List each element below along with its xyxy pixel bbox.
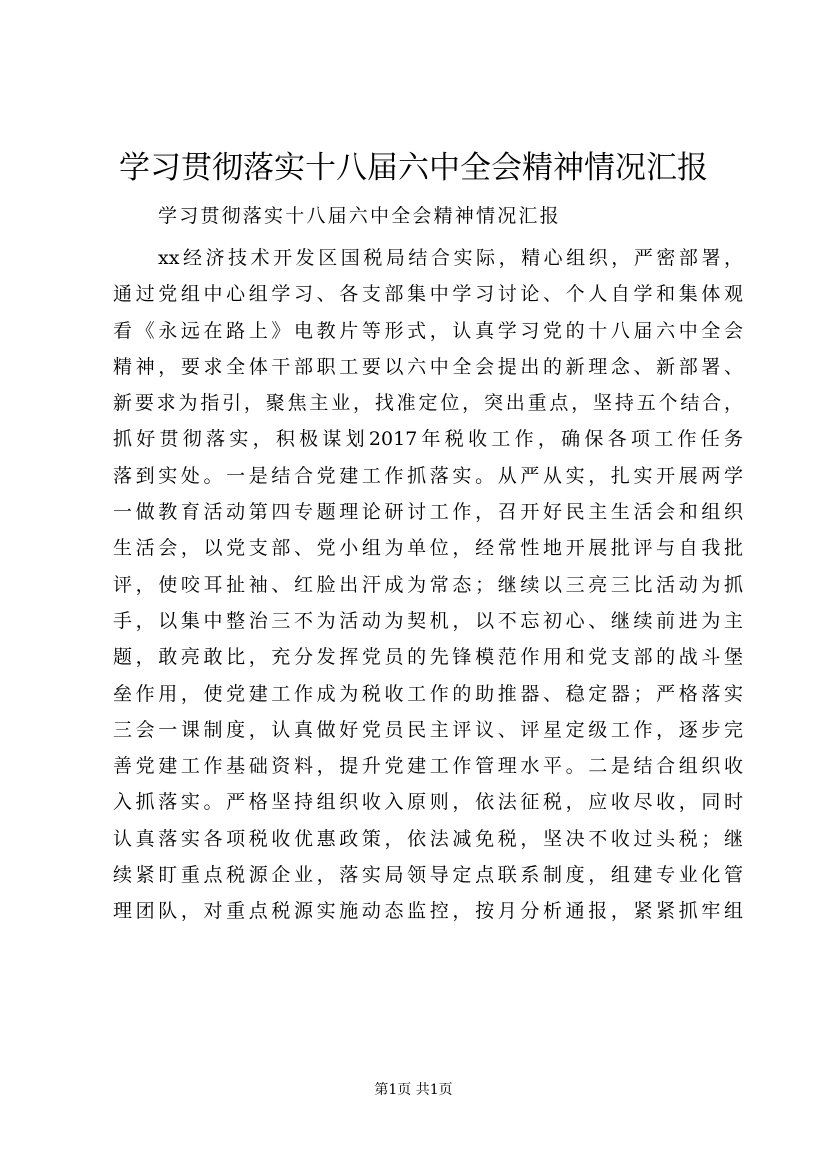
body-line: 生活会，以党支部、党小组为单位，经常性地开展批评与自我批 (113, 537, 743, 560)
page-title: 学习贯彻落实十八届六中全会精神情况汇报 (119, 150, 708, 186)
body-line: 一做教育活动第四专题理论研讨工作，召开好民主生活会和组织 (113, 501, 743, 524)
body-text (113, 240, 743, 930)
body-line: 精神，要求全体干部职工要以六中全会提出的新理念、新部署、 (113, 355, 743, 378)
body-line: 题，敢亮敢比，充分发挥党员的先锋模范作用和党支部的战斗堡 (113, 646, 743, 669)
body-line: 理团队，对重点税源实施动态监控，按月分析通报，紧紧抓牢组 (113, 900, 743, 923)
body-line: 抓好贯彻落实，积极谋划2017年税收工作，确保各项工作任务 (113, 428, 743, 451)
body-line: 三会一课制度，认真做好党员民主评议、评星定级工作，逐步完 (113, 718, 743, 741)
body-line: 续紧盯重点税源企业，落实局领导定点联系制度，组建专业化管 (113, 864, 743, 887)
document-subtitle: 学习贯彻落实十八届六中全会精神情况汇报 (158, 205, 561, 227)
body-line: 手，以集中整治三不为活动为契机，以不忘初心、继续前进为主 (113, 609, 743, 632)
body-line: 垒作用，使党建工作成为税收工作的助推器、稳定器；严格落实 (113, 682, 743, 705)
body-line: 落到实处。一是结合党建工作抓落实。从严从实，扎实开展两学 (113, 464, 743, 487)
body-line: 通过党组中心组学习、各支部集中学习讨论、个人自学和集体观 (113, 283, 743, 306)
body-line: 入抓落实。严格坚持组织收入原则，依法征税，应收尽收，同时 (113, 791, 743, 814)
page-number-footer: 第1页 共1页 (374, 1082, 453, 1098)
body-line: 善党建工作基础资料，提升党建工作管理水平。二是结合组织收 (113, 755, 743, 778)
body-line: 评，使咬耳扯袖、红脸出汗成为常态；继续以三亮三比活动为抓 (113, 573, 743, 596)
body-line: 认真落实各项税收优惠政策，依法减免税，坚决不收过头税；继 (113, 827, 743, 850)
body-line: 新要求为指引，聚焦主业，找准定位，突出重点，坚持五个结合， (113, 392, 743, 415)
body-line: 看《永远在路上》电教片等形式，认真学习党的十八届六中全会 (113, 319, 743, 342)
body-line: xx经济技术开发区国税局结合实际，精心组织，严密部署， (158, 247, 743, 269)
